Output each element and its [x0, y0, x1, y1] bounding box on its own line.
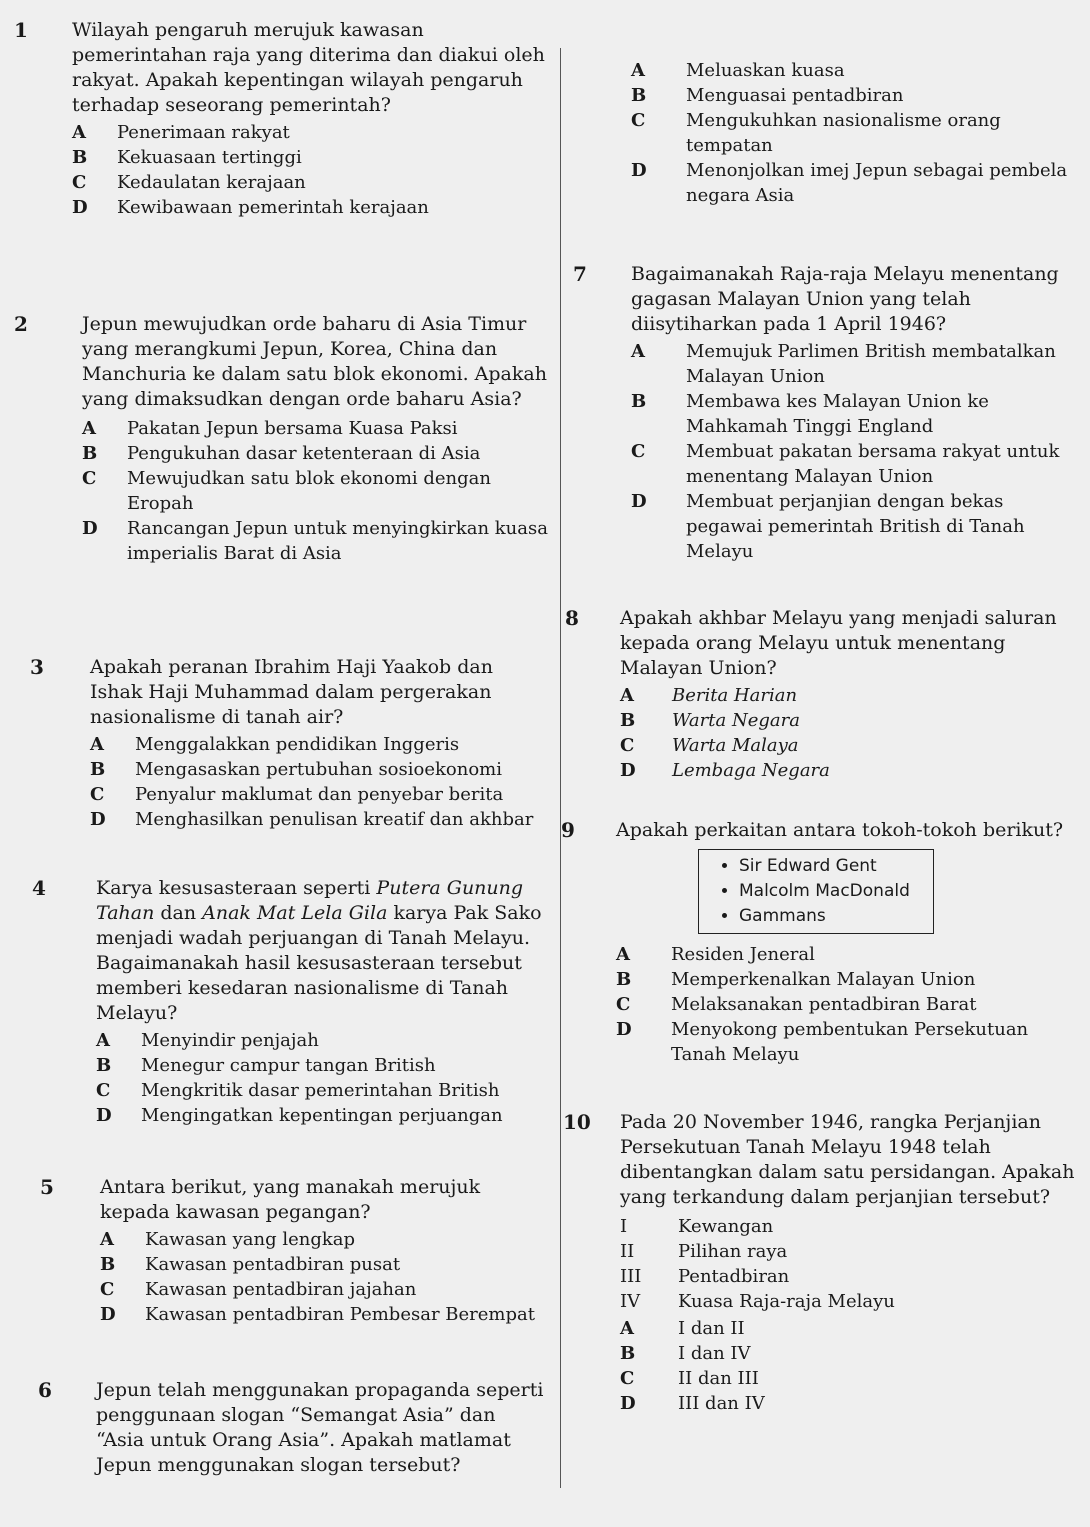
question-5	[40, 1175, 545, 1327]
question-number: 7	[573, 262, 587, 286]
option[interactable]: A Pakatan Jepun bersama Kuasa Paksi	[82, 418, 458, 439]
option[interactable]: A Residen Jeneral	[616, 944, 815, 965]
figure-item: • Sir Edward Gent	[739, 854, 923, 879]
option[interactable]: B Menguasai pentadbiran	[631, 85, 904, 106]
option[interactable]: A Memujuk Parlimen British membatalkan Malayan Union	[631, 341, 1056, 387]
option[interactable]: C Mewujudkan satu blok ekonomi dengan Eropah	[82, 468, 491, 514]
question-number: 3	[30, 655, 44, 679]
question-8	[565, 606, 1080, 783]
question-stem: Antara berikut, yang manakah merujuk kepada kawasan pegangan?	[100, 1176, 481, 1223]
option[interactable]: C Kawasan pentadbiran jajahan	[100, 1279, 417, 1300]
figures-box	[698, 849, 934, 934]
question-4	[32, 876, 547, 1128]
option[interactable]: B Warta Negara	[620, 710, 800, 731]
option[interactable]: C Mengukuhkan nasionalisme orang tempatan	[631, 110, 1001, 156]
option[interactable]: C Kedaulatan kerajaan	[72, 172, 306, 193]
question-1	[14, 18, 549, 220]
question-stem: Apakah peranan Ibrahim Haji Yaakob dan Ishak Haji Muhammad dalam pergerakan nasionalisme di tanah air?	[90, 656, 493, 728]
question-stem: Jepun telah menggunakan propaganda seperti penggunaan slogan “Semangat Asia” dan “Asia untuk Orang Asia”. Apakah matlamat Jepun menggunakan slogan tersebut?	[96, 1379, 544, 1476]
option[interactable]: C Mengkritik dasar pemerintahan British	[96, 1080, 500, 1101]
question-stem: Wilayah pengaruh merujuk kawasan pemerintahan raja yang diterima dan diakui oleh rakyat. Apakah kepentingan wilayah pengaruh terhadap seseorang pemerintah?	[72, 19, 545, 116]
option[interactable]: B Membawa kes Malayan Union ke Mahkamah Tinggi England	[631, 391, 989, 437]
option[interactable]: D III dan IV	[620, 1393, 765, 1414]
question-number: 4	[32, 876, 46, 900]
option[interactable]: B Mengasaskan pertubuhan sosioekonomi	[90, 759, 503, 780]
option[interactable]: D Menyokong pembentukan Persekutuan Tanah Melayu	[616, 1019, 1029, 1065]
option[interactable]: A I dan II	[620, 1318, 745, 1339]
statement-item: IV Kuasa Raja-raja Melayu	[620, 1291, 895, 1312]
option[interactable]: B Kekuasaan tertinggi	[72, 147, 302, 168]
question-6	[38, 1378, 548, 1478]
option[interactable]: D Lembaga Negara	[620, 760, 830, 781]
question-stem: Pada 20 November 1946, rangka Perjanjian Persekutuan Tanah Melayu 1948 telah dibentangkan dalam satu persidangan. Apakah yang terkandung dalam perjanjian tersebut?	[620, 1111, 1075, 1208]
question-9	[561, 818, 1076, 1067]
question-7	[573, 262, 1083, 564]
question-stem: Jepun mewujudkan orde baharu di Asia Timur yang merangkumi Jepun, Korea, China dan Manchuria ke dalam satu blok ekonomi. Apakah yang dimaksudkan dengan orde baharu Asia?	[82, 313, 547, 410]
option[interactable]: B Kawasan pentadbiran pusat	[100, 1254, 401, 1275]
question-6-options	[631, 58, 1081, 208]
question-stem: Bagaimanakah Raja-raja Melayu menentang gagasan Malayan Union yang telah diisytiharkan pada 1 April 1946?	[631, 263, 1059, 335]
option[interactable]: D Rancangan Jepun untuk menyingkirkan kuasa imperialis Barat di Asia	[82, 518, 548, 564]
option[interactable]: C Warta Malaya	[620, 735, 799, 756]
question-number: 2	[14, 312, 28, 336]
option[interactable]: C Membuat pakatan bersama rakyat untuk menentang Malayan Union	[631, 441, 1060, 487]
question-number: 5	[40, 1175, 54, 1199]
figure-item: • Gammans	[739, 904, 923, 929]
question-3	[30, 655, 550, 832]
option[interactable]: D Membuat perjanjian dengan bekas pegawai pemerintah British di Tanah Melayu	[631, 491, 1025, 562]
question-number: 8	[565, 606, 579, 630]
statement-item: II Pilihan raya	[620, 1241, 788, 1262]
question-number: 6	[38, 1378, 52, 1402]
option[interactable]: C II dan III	[620, 1368, 759, 1389]
column-divider	[560, 48, 561, 1488]
option[interactable]: A Berita Harian	[620, 685, 798, 706]
option[interactable]: A Kawasan yang lengkap	[100, 1229, 356, 1250]
option[interactable]: D Mengingatkan kepentingan perjuangan	[96, 1105, 503, 1126]
option[interactable]: D Kawasan pentadbiran Pembesar Berempat	[100, 1304, 535, 1325]
option[interactable]: D Menonjolkan imej Jepun sebagai pembela negara Asia	[631, 160, 1068, 206]
option[interactable]: D Menghasilkan penulisan kreatif dan akhbar	[90, 809, 534, 830]
option[interactable]: A Meluaskan kuasa	[631, 60, 845, 81]
option[interactable]: D Kewibawaan pemerintah kerajaan	[72, 197, 429, 218]
option[interactable]: A Menyindir penjajah	[96, 1030, 319, 1051]
question-number: 1	[14, 18, 28, 42]
option[interactable]: B Menegur campur tangan British	[96, 1055, 436, 1076]
question-2	[14, 312, 549, 566]
statement-item: I Kewangan	[620, 1216, 774, 1237]
figure-item: • Malcolm MacDonald	[739, 879, 923, 904]
question-10	[563, 1110, 1078, 1416]
statement-item: III Pentadbiran	[620, 1266, 790, 1287]
option[interactable]: A Menggalakkan pendidikan Inggeris	[90, 734, 460, 755]
option[interactable]: B I dan IV	[620, 1343, 751, 1364]
option[interactable]: B Pengukuhan dasar ketenteraan di Asia	[82, 443, 481, 464]
option[interactable]: C Penyalur maklumat dan penyebar berita	[90, 784, 504, 805]
question-stem: Apakah perkaitan antara tokoh-tokoh berikut?	[616, 819, 1064, 841]
option[interactable]: B Memperkenalkan Malayan Union	[616, 969, 976, 990]
option[interactable]: A Penerimaan rakyat	[72, 122, 290, 143]
question-stem: Apakah akhbar Melayu yang menjadi saluran kepada orang Melayu untuk menentang Malayan Union?	[620, 607, 1057, 679]
question-stem: Karya kesusasteraan seperti Putera Gunung Tahan dan Anak Mat Lela Gila karya Pak Sako menjadi wadah perjuangan di Tanah Melayu. Bagaimanakah hasil kesusasteraan tersebut memberi kesedaran nasionalisme di Tanah Melayu?	[96, 877, 542, 1024]
question-number: 9	[561, 818, 575, 842]
option[interactable]: C Melaksanakan pentadbiran Barat	[616, 994, 977, 1015]
question-number: 10	[563, 1110, 591, 1134]
